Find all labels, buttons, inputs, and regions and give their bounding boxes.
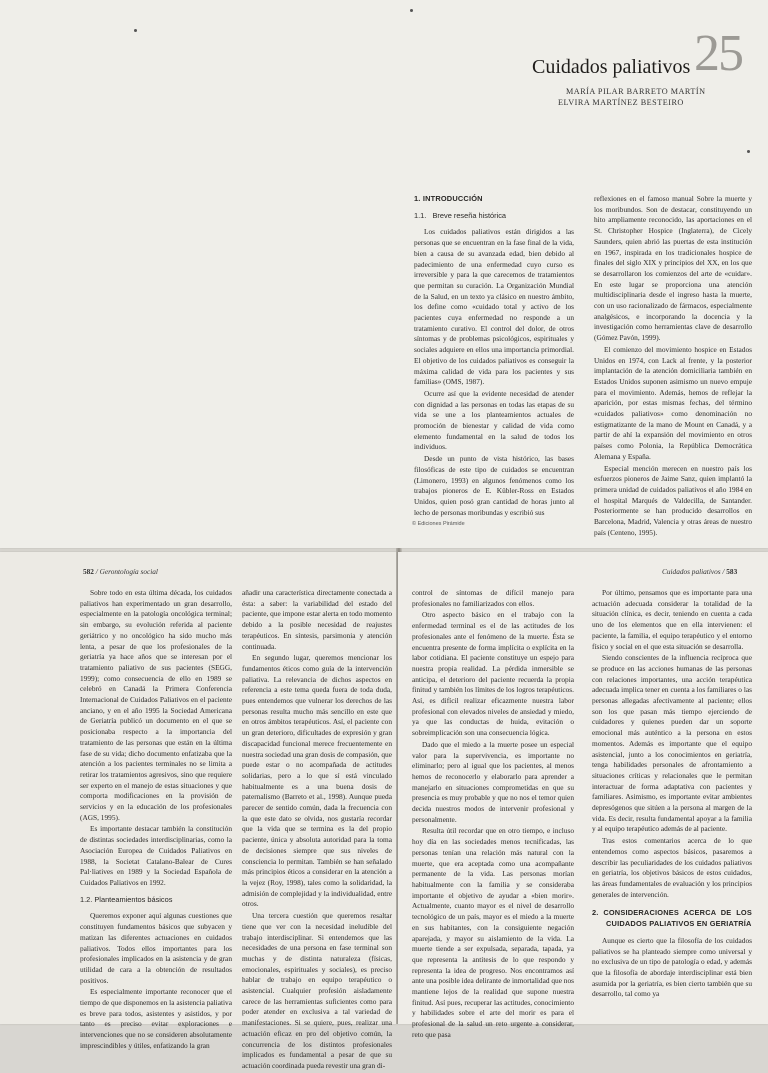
paragraph: Sobre todo en esta última década, los cuidados paliativos han experimentado un gran desarrollo, especialmente en la patología oncológica terminal; sin embargo, su evolución referida al paciente geriátrico y no oncológico ha sido mucho más lenta, a pesar de que los profesionales de la geriatría ya hace años que se interesan por el tratamiento paliativo de sus pacientes (SEGG, 1999); como consecuencia de ello en 1989 se celebró en Canadá la Primera Conferencia Internacional de Cuidados Paliativos en el paciente anciano, y en el año 1995 la Sociedad Americana de Geriatría publicó un documento en el que se posicionaba respecto a la importancia del tratamiento de las personas que están en la última fase de su vida; dicho documento enfatizaba que la atención a los pacientes terminales no se limita a retirar los tratamientos agresivos, sino que requiere ser experto en el manejo de estas situaciones y que comporta modificaciones en la provisión de servicios y en la educación de los profesionales (AGS, 1995). bbox=[80, 588, 232, 822]
section-heading: 2. CONSIDERACIONES ACERCA DE LOS CUIDADOS PALIATIVOS EN GERIATRÍA bbox=[592, 908, 752, 929]
paragraph: Resulta útil recordar que en otro tiempo, e incluso hoy día en las sociedades menos tecnificadas, las personas tenían una relación más natural con la muerte, que era aceptada como una acompañante permanente de la vida. Las personas morían habitualmente con la familia y se consideraba importante el objetivo de ayudar a «bien morir». Actualmente, cuanto mayor es el nivel de desarrollo tecnológico de un país, mayor es el miedo a la muerte en sus habitantes, con la consiguiente negación aparejada, y mayor su aislamiento de la vida. La muerte tiende a ser expulsada, separada, tapada, ya que representa la antítesis de lo que respondo y representa la idea de progreso. Nos encontramos así ante una posible idea delirante de inmortalidad que nos mantiene lejos de la realidad que supone nuestra finitud. Así pues, recuperar las actitudes, conocimiento y habilidades sobre el arte del morir es para el profesional de la salud un reto urgente a considerar, reto que pasa bbox=[412, 826, 574, 1039]
subsection-title: Breve reseña histórica bbox=[432, 210, 507, 220]
author-name: ELVIRA MARTÍNEZ BESTEIRO bbox=[558, 98, 684, 107]
copyright-footnote: © Ediciones Pirámide bbox=[412, 521, 465, 527]
paragraph: En segundo lugar, queremos mencionar los fundamentos éticos como guía de la intervención paliativa. La relevancia de dichos aspectos en referencia a este tema queda fuera de toda duda, pues entendemos que vulnerar los derechos de las personas resulta mucho más sencillo en este que en otros ámbitos terapéuticos. Así, el paciente con un gran deterioro, dificultades de expresión y gran discapacidad funcional merece frecuentemente en nuestra sociedad una gran dosis de compasión, que puede estar o no acompañada de actitudes solidarias, pero a lo que sí está vinculado habitualmente es a una buena dosis de paternalismo (Barreto et al., 1998). Aunque pueda parecer de sentido común, dada la frecuencia con la que este dato se olvida, nos gustaría recordar que la vida que se termina es la del propio paciente, única y absoluta autoridad para la toma de decisiones siempre que sus niveles de consciencia lo permitan. También se han señalado más principios éticos a considerar en la atención a la vejez (Roy, 1998), tales como la solidaridad, la admisión de complejidad y la individualidad, entre otros. bbox=[242, 653, 392, 909]
page-583-column-1 bbox=[412, 588, 574, 1042]
paragraph: reflexiones en el famoso manual Sobre la muerte y los moribundos. Son de destacar, constituyendo un hito ampliamente reconocido, las aportaciones en el St. Christopher Hospice (Inglaterra), de Cicely Saunders, quien abrió las puertas de esta institución en 1967, inspirada en los tradicionales hospice de finales del siglo XIX y principios del XX, en los que se desarrollaron los comienzos del arte de «cuidar». En este lugar se proporciona una atención multidisciplinaria desde el ingreso hasta la muerte, con un uso racionalizado de fármacos, especialmente analgésicos, e incorporando la docencia y la investigación como herramientas clave de desarrollo (Gómez Pavón, 1999). bbox=[594, 194, 752, 343]
paragraph: Especial mención merecen en nuestro país los esfuerzos pioneros de Jaime Sanz, quien implantó la primera unidad de cuidados paliativos el año 1984 en el hospital Marqués de Valdecilla, de Santander. Posteriormente se han producido desarrollos en Barcelona, Madrid, Valencia y otras áreas de nuestro país (Centeno, 1995). bbox=[594, 463, 752, 537]
running-head-title: Gerontología social bbox=[99, 567, 158, 576]
subsection-heading: 1.2. Planteamientos básicos bbox=[80, 894, 173, 904]
paragraph: Queremos exponer aquí algunas cuestiones que constituyen fundamentos básicos que subyacen y matizan las diferentes actuaciones en cuidados paliativos. Todos ellos importantes para los profesionales implicados en la asistencia y de gran utilidad de cara a la obtención de resultados positivos. bbox=[80, 911, 232, 985]
paragraph: Es importante destacar también la constitución de distintas sociedades interdisciplinarias, como la Asociación Europea de Cuidados Paliativos en 1988, la Societat Catalano-Balear de Cures Pal·liatives en 1989 y la Sociedad Española de Cuidados Paliativos en 1992. bbox=[80, 824, 232, 887]
scan-speck bbox=[410, 9, 413, 12]
paragraph: Siendo conscientes de la influencia recíproca que se produce en las acciones humanas de las personas con relaciones importantes, una acción terapéutica adecuada implica tener en cuenta a los familiares o las personas allegadas afectivamente al paciente; ellos son los que pasan más tiempo ejerciendo de cuidadores y quienes pueden dar un soporte emocional más auténtico a la persona en estos momentos. Además es importante que el equipo asistencial, junto a los conocimientos en geriatría, tenga habilidades personales de afrontamiento a situaciones críticas y relacionales que le permitan interactuar de forma adaptativa con pacientes y familiares. Asimismo, es importante evitar ambientes depresógenos que sitúen a la persona al margen de la vida. Es decir, resulta fundamental apoyar a la familia y al equipo terapéutico además de al paciente. bbox=[592, 653, 752, 834]
running-head: Cuidados paliativos / 583 bbox=[662, 567, 738, 576]
scan-speck bbox=[134, 29, 137, 32]
scan-speck bbox=[747, 150, 750, 153]
page-number: 583 bbox=[726, 567, 738, 576]
paragraph: Otro aspecto básico en el trabajo con la enfermedad terminal es el de las actitudes de los profesionales ante el fenómeno de la muerte. Ésta se encuentra presente de forma implícita o explícita en la labor cotidiana. El paciente constituye un espejo para nuestra propia realidad. La pérdida inmersible se anticipa, el deterioro del paciente recuerda la propia finitud y también los límites de los logros terapéuticos. Así, es difícil realizar eficazmente nuestra labor profesional con elevados niveles de ansiedad y miedo, ya que las conductas de huida, evitación o sobreimplicación son una consecuencia lógica. bbox=[412, 610, 574, 738]
author-name: MARÍA PILAR BARRETO MARTÍN bbox=[566, 87, 706, 96]
running-head-title: Cuidados paliativos bbox=[662, 567, 721, 576]
chapter-title: Cuidados paliativos bbox=[532, 56, 691, 78]
page-583-column-2 bbox=[592, 588, 752, 1001]
paragraph: control de síntomas de difícil manejo para profesionales no familiarizados con ellos. bbox=[412, 588, 574, 608]
running-head: 582 / Gerontología social bbox=[83, 567, 158, 576]
paragraph: El comienzo del movimiento hospice en Estados Unidos en 1974, con Lack al frente, y la posterior implantación de la atención domiciliaria también en Estados Unidos suponen asimismo un nuevo empuje para el movimiento. Además, hemos de reflejar la aparición, por estas mismas fechas, del término «cuidados paliativos» como denominación no estigmatizante de la mano de Mount en Canadá, y a partir de ahí la expansión del movimiento en otros países como Polonia, la República Democrática Alemana y España. bbox=[594, 344, 752, 461]
paragraph: Dado que el miedo a la muerte posee un especial valor para la supervivencia, es importante no eliminarlo; pero al igual que los pacientes, al menos hemos de reconocerlo y elaborarlo para aprender a manejarlo en situaciones comprometidas en que su presencia es muy probable y que no nos el temor quien decida nuestros modos de intervenir profesional y personalmente. bbox=[412, 739, 574, 824]
paragraph: Tras estos comentarios acerca de lo que entendemos como aspectos básicos, pasaremos a describir las peculiaridades de los cuidados paliativos en geriatría, los objetivos básicos de estos cuidados, las áreas fundamentales de evaluación y los principios generales de intervención. bbox=[592, 836, 752, 899]
section-heading: 1. INTRODUCCIÓN bbox=[414, 194, 483, 203]
paragraph: Los cuidados paliativos están dirigidos a las personas que se encuentran en la fase final de la vida, bien a causa de su avanzada edad, bien debido al padecimiento de una enfermedad cuyo curso es irreversible y para la que carecemos de tratamientos que permitan su curación. La Organización Mundial de la Salud, en un texto ya clásico en nuestro ámbito, los define como «cuidado total y activo de los pacientes cuya enfermedad no responde a un tratamiento curativo. El control del dolor, de otros síntomas y de problemas psicológicos, espirituales y sociales adquiere en ellos una importancia primordial. El objetivo de los cuidados paliativos es conseguir la máxima calidad de vida para los pacientes y sus familias» (OMS, 1987). bbox=[414, 227, 574, 387]
chapter-number: 25 bbox=[694, 25, 742, 82]
paragraph: añadir una característica directamente conectada a ésta: a saber: la variabilidad del estado del paciente, que impone estar alerta en todo momento debido a la posible necesidad de reajustes terapéuticos. En síntesis, parsimonia y atención continuada. bbox=[242, 588, 392, 651]
page-number: 582 bbox=[83, 567, 94, 576]
paragraph: Es especialmente importante reconocer que el tiempo de que disponemos en la asistencia paliativa es breve para todos, asistentes y asistidos, y por tanto es preciso evitar exploraciones e intervenciones que no se consideren absolutamente imprescindibles y útiles, enfatizando la gran bbox=[80, 987, 232, 1050]
paragraph: Desde un punto de vista histórico, las bases filosóficas de este tipo de cuidados se encuentran (Limonero, 1993) en algunos fenómenos como los trabajos pioneros de E. Kübler-Ross en Estados Unidos, quien posó gran cantidad de horas junto al lecho de personas moribundas y escribió sus bbox=[414, 454, 574, 517]
paragraph: Aunque es cierto que la filosofía de los cuidados paliativos se ha planteado siempre como universal y no exclusiva de un tipo de patología o edad, y además que la filosofía de abordaje interdisciplinar está bien asumida por la geriatría, es bien cierto también que su desarrollo, tal como ya bbox=[592, 935, 752, 999]
top-left-column bbox=[414, 194, 574, 519]
chapter-authors bbox=[558, 86, 706, 108]
subsection-heading bbox=[414, 211, 574, 222]
subsection-number: 1.1. bbox=[414, 210, 427, 220]
page-582 bbox=[0, 552, 398, 1070]
paragraph: Por último, pensamos que es importante para una actuación adecuada considerar la totalidad de la situación clínica, es decir, teniendo en cuenta a cada uno de los elementos que en ella intervienen: el paciente, la familia, el equipo terapéutico y el entorno físico y social en el que esta situación se desarrolla. bbox=[592, 588, 752, 651]
page-583 bbox=[398, 552, 768, 1039]
page-582-column-1 bbox=[80, 588, 232, 1053]
top-right-column bbox=[594, 194, 752, 540]
page-582-column-2 bbox=[242, 588, 392, 1073]
paragraph: Una tercera cuestión que queremos resaltar tiene que ver con la necesidad ineludible del trabajo interdisciplinar. Si entendemos que las necesidades de una persona en fase terminal son muchas y de distinta naturaleza (físicas, emocionales, espirituales y sociales), es preciso hablar de trabajo en equipo terapéutico o asistencial. Cualquier profesión aisladamente carece de las herramientas suficientes como para poder atender en exclusiva a tal variedad de manifestaciones. Si se quiere, pues, realizar una actuación eficaz en pro del objetivo común, la concurrencia de los distintos profesionales implicados es fundamental a pesar de que su actuación coordinada pueda revestir una gran di- bbox=[242, 911, 392, 1070]
paragraph: Ocurre así que la evidente necesidad de atender con dignidad a las personas en todas las etapas de su vida se une a los planteamientos actuales de promoción de bienestar y calidad de vida como elemento fundamental en la salud de todos los individuos. bbox=[414, 388, 574, 452]
